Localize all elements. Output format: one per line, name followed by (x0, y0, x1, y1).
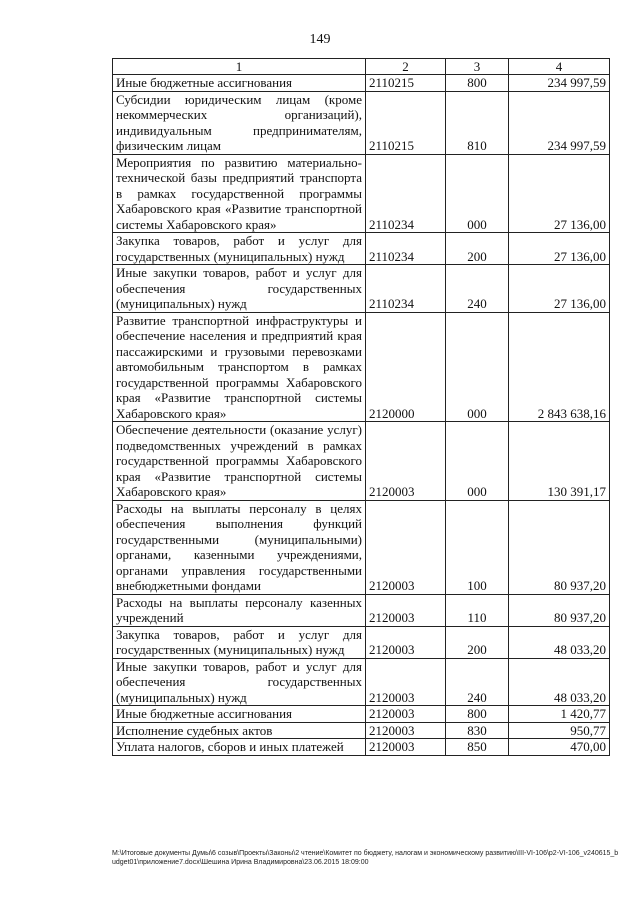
row-kind: 200 (446, 626, 509, 658)
header-col-3: 3 (446, 59, 509, 75)
table-row (113, 706, 610, 723)
row-kind: 000 (446, 422, 509, 501)
row-name: Обеспечение деятельности (оказание услуг) подведомственных учреждений в рамках государственной программы Хабаровского края «Развитие транспортной системы Хабаровского края» (113, 422, 366, 501)
table-row (113, 500, 610, 594)
row-amount: 48 033,20 (509, 658, 610, 706)
row-name: Закупка товаров, работ и услуг для государственных (муниципальных) нужд (113, 233, 366, 265)
row-kind: 850 (446, 739, 509, 756)
row-name: Иные закупки товаров, работ и услуг для обеспечения государственных (муниципальных) нужд (113, 658, 366, 706)
row-kind: 110 (446, 594, 509, 626)
row-name: Субсидии юридическим лицам (кроме некоммерческих организаций), индивидуальным предпринимателям, физическим лицам (113, 91, 366, 154)
row-code: 2110215 (366, 75, 446, 92)
row-code: 2120000 (366, 312, 446, 422)
row-code: 2120003 (366, 739, 446, 756)
row-code: 2120003 (366, 658, 446, 706)
row-amount: 2 843 638,16 (509, 312, 610, 422)
row-code: 2110215 (366, 91, 446, 154)
row-amount: 27 136,00 (509, 233, 610, 265)
table-row (113, 626, 610, 658)
row-kind: 000 (446, 154, 509, 233)
row-code: 2120003 (366, 422, 446, 501)
row-kind: 000 (446, 312, 509, 422)
row-code: 2110234 (366, 265, 446, 313)
header-col-4: 4 (509, 59, 610, 75)
row-code: 2120003 (366, 722, 446, 739)
table-row (113, 594, 610, 626)
row-amount: 80 937,20 (509, 500, 610, 594)
row-amount: 80 937,20 (509, 594, 610, 626)
table-row (113, 75, 610, 92)
row-amount: 1 420,77 (509, 706, 610, 723)
row-kind: 240 (446, 658, 509, 706)
table-row (113, 312, 610, 422)
table-row (113, 422, 610, 501)
file-path-footer: M:\Итоговые документы Думы\6 созыв\Проекты\Законы\2 чтение\Комитет по бюджету, налогам и экономическому развитию\III-VI-106\p2-VI-106_v240615_budget01\приложение7.docx\Шешина Ирина Владимировна\23.06.2015 18:09:00 (112, 850, 619, 866)
table-header-row (113, 59, 610, 75)
row-code: 2110234 (366, 233, 446, 265)
row-kind: 800 (446, 75, 509, 92)
header-col-2: 2 (366, 59, 446, 75)
row-amount: 234 997,59 (509, 75, 610, 92)
table-row (113, 91, 610, 154)
row-code: 2120003 (366, 706, 446, 723)
row-kind: 810 (446, 91, 509, 154)
row-amount: 27 136,00 (509, 265, 610, 313)
row-name: Закупка товаров, работ и услуг для государственных (муниципальных) нужд (113, 626, 366, 658)
row-amount: 950,77 (509, 722, 610, 739)
row-name: Иные бюджетные ассигнования (113, 706, 366, 723)
row-name: Иные закупки товаров, работ и услуг для обеспечения государственных (муниципальных) нужд (113, 265, 366, 313)
header-col-1: 1 (113, 59, 366, 75)
table-row (113, 722, 610, 739)
row-kind: 200 (446, 233, 509, 265)
row-name: Расходы на выплаты персоналу в целях обеспечения выполнения функций государственными (муниципальными) органами, казенными учреждениями, органами управления государственными внебюджетными фондами (113, 500, 366, 594)
row-kind: 100 (446, 500, 509, 594)
table-row (113, 154, 610, 233)
table-row (113, 658, 610, 706)
row-name: Развитие транспортной инфраструктуры и обеспечение населения и предприятий края пассажирскими и грузовыми перевозками автомобильным транспортом в рамках государственной программы Хабаровского края «Развитие транспортной системы Хабаровского края» (113, 312, 366, 422)
row-name: Иные бюджетные ассигнования (113, 75, 366, 92)
row-name: Исполнение судебных актов (113, 722, 366, 739)
row-name: Мероприятия по развитию материально-технической базы предприятий транспорта в рамках государственной программы Хабаровского края «Развитие транспортной системы Хабаровского края» (113, 154, 366, 233)
row-code: 2120003 (366, 626, 446, 658)
row-kind: 800 (446, 706, 509, 723)
table-row (113, 233, 610, 265)
row-code: 2120003 (366, 594, 446, 626)
table-row (113, 739, 610, 756)
budget-table (112, 58, 610, 756)
row-name: Расходы на выплаты персоналу казенных учреждений (113, 594, 366, 626)
row-amount: 470,00 (509, 739, 610, 756)
row-name: Уплата налогов, сборов и иных платежей (113, 739, 366, 756)
row-kind: 240 (446, 265, 509, 313)
row-amount: 234 997,59 (509, 91, 610, 154)
row-amount: 48 033,20 (509, 626, 610, 658)
row-amount: 27 136,00 (509, 154, 610, 233)
table-row (113, 265, 610, 313)
row-code: 2110234 (366, 154, 446, 233)
row-code: 2120003 (366, 500, 446, 594)
page-number: 149 (309, 32, 331, 47)
row-kind: 830 (446, 722, 509, 739)
row-amount: 130 391,17 (509, 422, 610, 501)
